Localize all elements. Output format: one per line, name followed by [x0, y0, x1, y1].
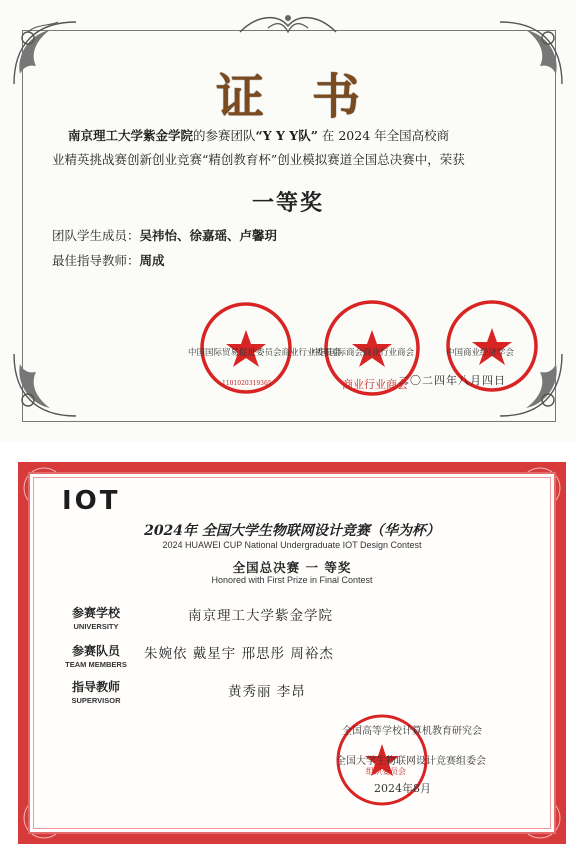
- seal-number: 1101020319365: [222, 380, 272, 387]
- issue-date: 二〇二四年八月四日: [398, 374, 506, 387]
- team-members-row: [52, 226, 277, 244]
- seal-center-text: 商业行业商会: [342, 378, 408, 391]
- supervisor-label-en: SUPERVISOR: [71, 696, 121, 705]
- members-label-en: TEAM MEMBERS: [65, 660, 127, 669]
- prize-name-en: Honored with First Prize in Final Contest: [211, 575, 373, 585]
- organizer-2: 全国大学生物联网设计竞赛组委会: [336, 756, 486, 767]
- members-value: 吴祎怡、徐嘉瑶、卢馨玥: [139, 228, 278, 243]
- members-value: 朱婉依 戴星宇 邢思彤 周裕杰: [144, 646, 334, 662]
- university-label-en: UNIVERSITY: [73, 622, 119, 631]
- advisor-row: [52, 251, 165, 269]
- issue-date: 2024年8月: [374, 782, 431, 795]
- certificate-title: 证书: [215, 69, 408, 125]
- school-name: 南京理工大学紫金学院: [68, 128, 194, 143]
- supervisor-label: 指导教师: [71, 680, 120, 694]
- seal-label-2: 中国国际商会商业行业商会: [312, 348, 415, 358]
- prize-name: 全国总决赛 一 等奖: [232, 560, 352, 575]
- corner-ornament-icon: [6, 346, 84, 424]
- members-label: 团队学生成员：: [52, 228, 140, 243]
- top-ornament-icon: [238, 10, 338, 40]
- iot-logo: IOT: [62, 486, 121, 516]
- advisor-value: 周成: [139, 253, 165, 268]
- organizer-1: 全国高等学校计算机教育研究会: [342, 726, 482, 737]
- contest-subtitle-en: 2024 HUAWEI CUP National Undergraduate IOT Design Contest: [162, 540, 422, 550]
- contest-title: 2024年 全国大学生物联网设计竞赛（华为杯）: [144, 523, 440, 539]
- university-label: 参赛学校: [71, 606, 120, 620]
- advisor-label: 最佳指导教师：: [52, 253, 140, 268]
- award-statement-line-2: 业精英挑战赛创新创业竞赛“精创教育杯”创业模拟赛道全国总决赛中，荣获: [52, 152, 465, 167]
- certificate-2: [18, 462, 566, 844]
- supervisor-value: 黄秀丽 李昂: [228, 684, 306, 700]
- members-label: 参赛队员: [71, 644, 120, 658]
- university-value: 南京理工大学紫金学院: [188, 608, 333, 624]
- prize-name: 一等奖: [251, 190, 324, 216]
- seal-label-1: 中国国际贸易促进委员会商业行业委员会: [188, 348, 342, 358]
- team-name: “Y Y Y队”: [255, 128, 318, 143]
- seal-label-3: 中国商业经济学会: [446, 348, 515, 358]
- seal-text: 组织委员会: [366, 767, 406, 776]
- award-statement-line-1: 南京理工大学紫金学院的参赛团队“Y Y Y队” 在 2024 年全国高校商: [68, 128, 450, 143]
